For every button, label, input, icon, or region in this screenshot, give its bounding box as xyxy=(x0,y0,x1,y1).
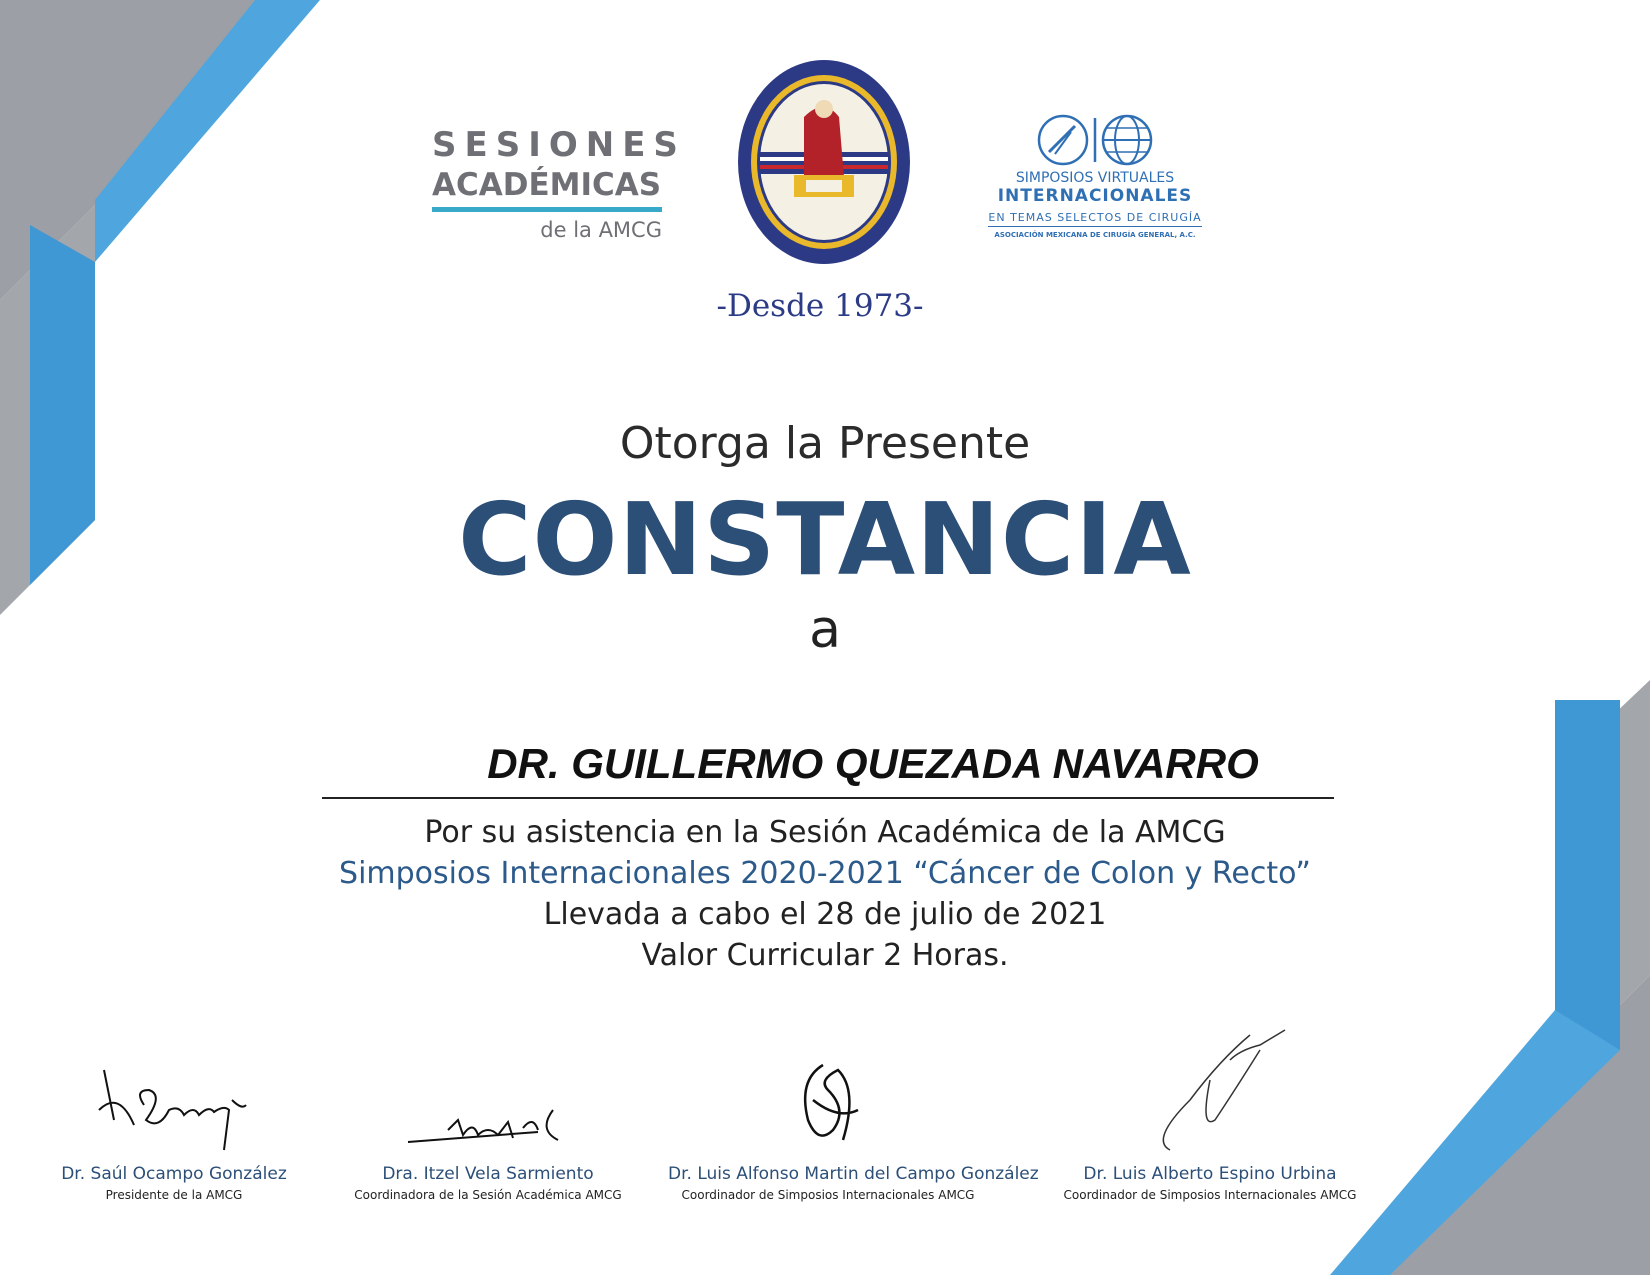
handwritten-signature xyxy=(74,1050,274,1160)
logo-line: INTERNACIONALES xyxy=(997,186,1193,206)
since-1973-text: -Desde 1973- xyxy=(716,288,924,324)
handwritten-signature xyxy=(1110,1020,1310,1160)
recipient-name: DR. GUILLERMO QUEZADA NAVARRO xyxy=(487,740,1259,787)
recipient-underline xyxy=(322,797,1334,799)
logo-line: ACADÉMICAS xyxy=(432,167,662,203)
intro-text: Otorga la Presente xyxy=(619,418,1031,469)
signatory-role: Coordinador de Simposios Internacionales AMCG xyxy=(1063,1188,1357,1202)
logo-line: EN TEMAS SELECTOS DE CIRUGÍA xyxy=(988,211,1201,227)
signatory-block xyxy=(668,1050,1039,1202)
logo-underline xyxy=(432,207,662,212)
simposios-virtuales-logo xyxy=(975,112,1215,239)
signatory-block xyxy=(328,1050,648,1202)
surgery-globe-icon xyxy=(1025,112,1165,168)
signatory-name: Dr. Luis Alberto Espino Urbina xyxy=(1083,1164,1337,1184)
logo-line: SESIONES xyxy=(432,125,686,165)
event-date-text: Llevada a cabo el 28 de julio de 2021 xyxy=(543,897,1107,932)
signatory-name: Dr. Saúl Ocampo González xyxy=(61,1164,287,1184)
handwritten-signature xyxy=(728,1050,928,1160)
sesiones-academicas-logo xyxy=(432,125,686,242)
certificate-title: CONSTANCIA xyxy=(458,481,1192,598)
attendance-text: Por su asistencia en la Sesión Académica de la AMCG xyxy=(424,815,1226,850)
amcg-seal-logo xyxy=(734,57,914,267)
signatory-block xyxy=(1050,1050,1370,1202)
signatory-name: Dra. Itzel Vela Sarmiento xyxy=(382,1164,594,1184)
logo-line: de la AMCG xyxy=(540,218,662,242)
curricular-value-text: Valor Curricular 2 Horas. xyxy=(641,938,1009,973)
event-name-text: Simposios Internacionales 2020-2021 “Cáncer de Colon y Recto” xyxy=(339,856,1311,891)
signatory-block xyxy=(14,1050,334,1202)
logo-line: ASOCIACIÓN MEXICANA DE CIRUGÍA GENERAL, A.C. xyxy=(994,231,1196,239)
signatory-name: Dr. Luis Alfonso Martin del Campo González xyxy=(668,1164,1039,1184)
signatory-role: Presidente de la AMCG xyxy=(105,1188,243,1202)
connector-text: a xyxy=(809,600,841,660)
handwritten-signature xyxy=(388,1050,588,1160)
signatory-role: Coordinadora de la Sesión Académica AMCG xyxy=(354,1188,622,1202)
signatory-role: Coordinador de Simposios Internacionales AMCG xyxy=(681,1188,975,1202)
logo-line: SIMPOSIOS VIRTUALES xyxy=(1015,170,1175,186)
